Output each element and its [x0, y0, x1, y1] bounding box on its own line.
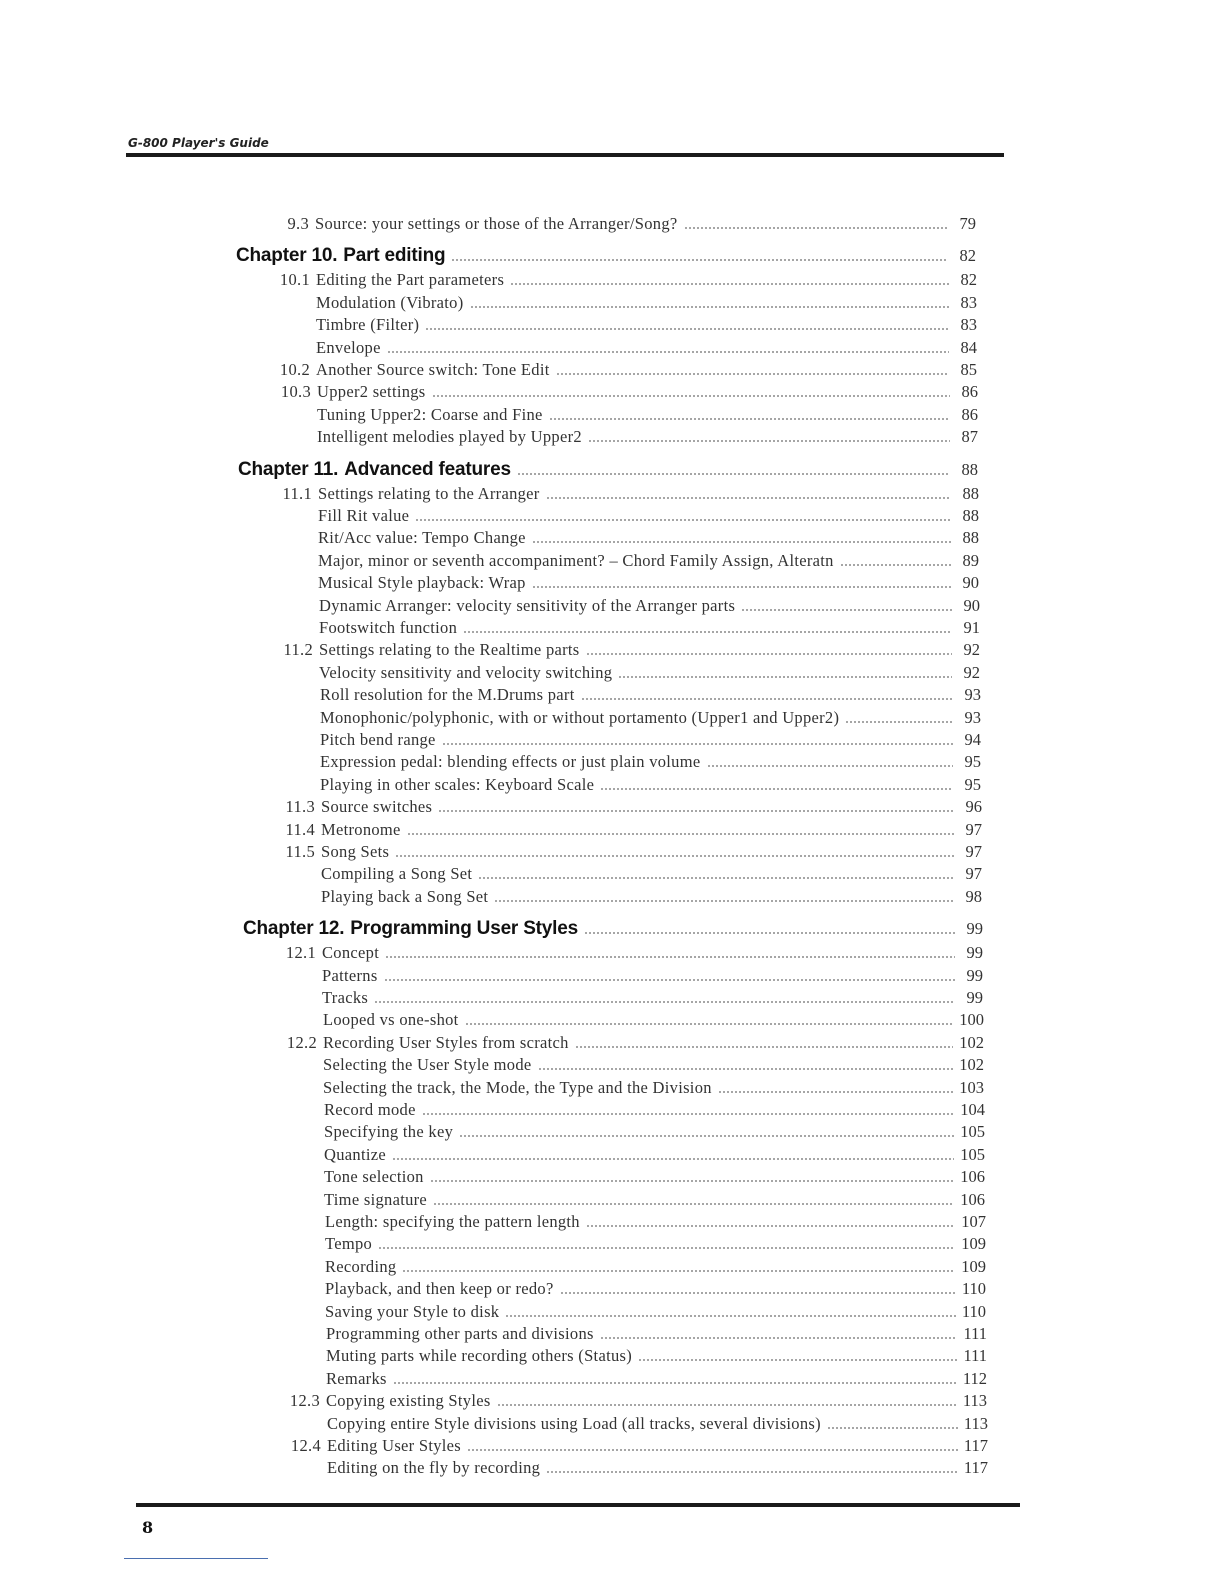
- section-number: 11.5: [285, 842, 315, 861]
- toc-subsection-row[interactable]: [326, 1323, 987, 1345]
- toc-entry-title: Muting parts while recording others (Status): [326, 1346, 633, 1365]
- dot-leader: [494, 899, 954, 903]
- toc-entry-title: Playback, and then keep or redo?: [325, 1279, 554, 1298]
- toc-entry-title: Settings relating to the Arranger: [318, 484, 540, 503]
- toc-subsection-row[interactable]: [324, 1121, 985, 1143]
- toc-chapter-row[interactable]: [238, 459, 978, 481]
- toc-entry-title: Pitch bend range: [320, 730, 436, 749]
- toc-entry-title: Tone selection: [324, 1167, 424, 1186]
- toc-entry-title: Song Sets: [321, 842, 390, 861]
- toc-subsection-row[interactable]: [321, 886, 982, 908]
- toc-page-number: 110: [961, 1302, 986, 1321]
- toc-entry-title: Timbre (Filter): [316, 315, 420, 334]
- dot-leader: [600, 1336, 958, 1340]
- toc-entry-title: Recording: [325, 1257, 397, 1276]
- toc-section-row[interactable]: [285, 796, 982, 818]
- toc-entry-title: Roll resolution for the M.Drums part: [320, 685, 575, 704]
- toc-page-number: 88: [962, 506, 979, 525]
- section-number: 12.2: [286, 1033, 317, 1052]
- toc-entry-title: Expression pedal: blending effects or just plain volume: [320, 752, 701, 771]
- toc-section-row[interactable]: [285, 819, 982, 841]
- toc-entry-title: Advanced features: [344, 459, 511, 480]
- toc-entry-title: Dynamic Arranger: velocity sensitivity of the Arranger parts: [319, 596, 736, 615]
- dot-leader: [588, 439, 950, 443]
- dot-leader: [845, 720, 953, 724]
- dot-leader: [618, 675, 952, 679]
- dot-leader: [532, 540, 951, 544]
- dot-leader: [497, 1403, 957, 1407]
- dot-leader: [378, 1246, 955, 1250]
- toc-subsection-row[interactable]: [324, 1189, 985, 1211]
- toc-subsection-row[interactable]: [324, 1166, 985, 1188]
- toc-section-row[interactable]: [283, 639, 980, 661]
- dot-leader: [827, 1426, 958, 1430]
- toc-subsection-row[interactable]: [324, 1144, 985, 1166]
- dot-leader: [549, 417, 950, 421]
- chapter-number: Chapter 11.: [238, 459, 339, 480]
- dot-leader: [510, 282, 949, 286]
- toc-page-number: 86: [961, 382, 978, 401]
- toc-entry-title: Length: specifying the pattern length: [325, 1212, 580, 1231]
- dot-leader: [684, 226, 949, 230]
- toc-page-number: 94: [964, 730, 981, 749]
- section-number: 10.3: [280, 382, 311, 401]
- toc-subsection-row[interactable]: [320, 684, 981, 706]
- footer-short-line: [124, 1558, 268, 1559]
- dot-leader: [581, 697, 953, 701]
- toc-entry-title: Concept: [322, 943, 380, 962]
- toc-entry-title: Saving your Style to disk: [325, 1302, 500, 1321]
- toc-entry-title: Part editing: [343, 245, 446, 266]
- dot-leader: [425, 327, 949, 331]
- toc-page-number: 117: [963, 1458, 988, 1477]
- toc-entry-title: Source switches: [321, 797, 433, 816]
- toc-page-number: 95: [964, 752, 981, 771]
- chapter-number: Chapter 10.: [236, 245, 338, 266]
- toc-page-number: 86: [961, 405, 978, 424]
- toc-page-number: 93: [964, 708, 981, 727]
- toc-page-number: 88: [961, 460, 978, 479]
- toc-entry-title: Major, minor or seventh accompaniment? – Chord Family Assign, Alteratn: [318, 551, 834, 570]
- dot-leader: [432, 394, 950, 398]
- section-number: 11.2: [283, 640, 313, 659]
- toc-page-number: 97: [965, 864, 982, 883]
- toc-subsection-row[interactable]: [317, 426, 978, 448]
- toc-section-row[interactable]: [290, 1435, 988, 1457]
- toc-subsection-row[interactable]: [325, 1211, 986, 1233]
- toc-subsection-row[interactable]: [323, 1054, 984, 1076]
- toc-entry-title: Tuning Upper2: Coarse and Fine: [317, 405, 543, 424]
- toc-subsection-row[interactable]: [325, 1233, 986, 1255]
- dot-leader: [385, 955, 955, 959]
- toc-page-number: 91: [963, 618, 980, 637]
- dot-leader: [600, 787, 953, 791]
- section-number: 12.4: [290, 1436, 321, 1455]
- toc-entry-title: Remarks: [326, 1369, 387, 1388]
- toc-page-number: 82: [960, 270, 977, 289]
- toc-entry-title: Programming User Styles: [350, 918, 578, 939]
- dot-leader: [546, 1470, 958, 1474]
- dot-leader: [505, 1314, 956, 1318]
- dot-leader: [538, 1067, 954, 1071]
- toc-entry-title: Another Source switch: Tone Edit: [316, 360, 550, 379]
- toc-subsection-row[interactable]: [323, 1077, 984, 1099]
- toc-section-row[interactable]: [289, 1390, 987, 1412]
- toc-page-number: 106: [960, 1167, 985, 1186]
- dot-leader: [463, 630, 952, 634]
- toc-subsection-row[interactable]: [326, 1345, 987, 1367]
- dot-leader: [374, 1000, 955, 1004]
- dot-leader: [407, 832, 954, 836]
- toc-entry-title: Musical Style playback: Wrap: [318, 573, 526, 592]
- toc-entry-title: Programming other parts and divisions: [326, 1324, 594, 1343]
- toc-subsection-row[interactable]: [318, 572, 979, 594]
- toc-subsection-row[interactable]: [322, 965, 983, 987]
- toc-section-row[interactable]: [279, 359, 977, 381]
- section-number: 11.3: [285, 797, 315, 816]
- toc-entry-title: Playing in other scales: Keyboard Scale: [320, 775, 595, 794]
- toc-entry-title: Patterns: [322, 966, 378, 985]
- dot-leader: [470, 305, 949, 309]
- toc-subsection-row[interactable]: [316, 337, 977, 359]
- toc-entry-title: Monophonic/polyphonic, with or without portamento (Upper1 and Upper2): [320, 708, 840, 727]
- toc-entry-title: Selecting the track, the Mode, the Type and the Division: [323, 1078, 712, 1097]
- dot-leader: [384, 978, 955, 982]
- toc-page-number: 110: [961, 1279, 986, 1298]
- toc-page-number: 92: [963, 640, 980, 659]
- toc-page-number: 99: [966, 966, 983, 985]
- toc-subsection-row[interactable]: [324, 1099, 985, 1121]
- dot-leader: [718, 1090, 953, 1094]
- dot-leader: [395, 854, 954, 858]
- toc-section-row[interactable]: [279, 269, 977, 291]
- toc-entry-title: Copying existing Styles: [326, 1391, 491, 1410]
- toc-section-row[interactable]: [286, 1032, 984, 1054]
- toc-entry-title: Quantize: [324, 1145, 386, 1164]
- toc-entry-title: Intelligent melodies played by Upper2: [317, 427, 582, 446]
- toc-page-number: 99: [966, 988, 983, 1007]
- toc-page-number: 88: [962, 484, 979, 503]
- running-header: G-800 Player's Guide: [128, 136, 269, 150]
- toc-page-number: 83: [960, 293, 977, 312]
- toc-page-number: 103: [959, 1078, 984, 1097]
- dot-leader: [392, 1157, 954, 1161]
- toc-page-number: 112: [962, 1369, 987, 1388]
- dot-leader: [586, 652, 952, 656]
- section-number: 11.1: [282, 484, 312, 503]
- dot-leader: [387, 350, 949, 354]
- dot-leader: [451, 258, 948, 262]
- toc-subsection-row[interactable]: [317, 404, 978, 426]
- toc-subsection-row[interactable]: [320, 707, 981, 729]
- toc-page-number: 117: [963, 1436, 988, 1455]
- toc-entry-title: Tempo: [325, 1234, 373, 1253]
- toc-subsection-row[interactable]: [325, 1278, 986, 1300]
- toc-entry-title: Playing back a Song Set: [321, 887, 489, 906]
- toc-entry-title: Editing on the fly by recording: [327, 1458, 541, 1477]
- toc-entry-title: Footswitch function: [319, 618, 458, 637]
- toc-subsection-row[interactable]: [320, 774, 981, 796]
- toc-page-number: 96: [965, 797, 982, 816]
- chapter-number: Chapter 12.: [243, 918, 345, 939]
- toc-entry-title: Editing the Part parameters: [316, 270, 505, 289]
- toc-page-number: 109: [961, 1234, 986, 1253]
- toc-page-number: 97: [965, 842, 982, 861]
- page-number: 8: [142, 1518, 154, 1537]
- toc-section-row[interactable]: [282, 483, 979, 505]
- section-number: 12.3: [289, 1391, 320, 1410]
- dot-leader: [415, 518, 951, 522]
- toc-page-number: 95: [964, 775, 981, 794]
- toc-subsection-row[interactable]: [319, 595, 980, 617]
- toc-subsection-row[interactable]: [320, 729, 981, 751]
- toc-page-number: 93: [964, 685, 981, 704]
- toc-page-number: 87: [961, 427, 978, 446]
- dot-leader: [422, 1112, 955, 1116]
- toc-page-number: 105: [960, 1145, 985, 1164]
- dot-leader: [575, 1045, 954, 1049]
- toc-page-number: 99: [966, 919, 983, 938]
- toc-subsection-row[interactable]: [327, 1413, 988, 1435]
- toc-page-number: 106: [960, 1190, 985, 1209]
- dot-leader: [465, 1022, 954, 1026]
- toc-entry-title: Editing User Styles: [327, 1436, 462, 1455]
- toc-page-number: 113: [963, 1414, 988, 1433]
- section-number: 10.2: [279, 360, 310, 379]
- toc-subsection-row[interactable]: [322, 987, 983, 1009]
- toc-page-number: 105: [960, 1122, 985, 1141]
- toc-section-row[interactable]: [285, 942, 983, 964]
- toc-subsection-row[interactable]: [318, 527, 979, 549]
- toc-subsection-row[interactable]: [325, 1301, 986, 1323]
- toc-page-number: 99: [966, 943, 983, 962]
- toc-page-number: 85: [960, 360, 977, 379]
- section-number: 11.4: [285, 820, 315, 839]
- dot-leader: [402, 1269, 955, 1273]
- header-rule: [126, 153, 1004, 157]
- toc-entry-title: Source: your settings or those of the Arranger/Song?: [315, 214, 678, 233]
- dot-leader: [556, 372, 949, 376]
- toc-page-number: 92: [963, 663, 980, 682]
- toc-entry-title: Envelope: [316, 338, 381, 357]
- toc-entry-title: Rit/Acc value: Tempo Change: [318, 528, 526, 547]
- section-number: 10.1: [279, 270, 310, 289]
- toc-page-number: 104: [960, 1100, 985, 1119]
- dot-leader: [532, 585, 951, 589]
- toc-page-number: 102: [959, 1033, 984, 1052]
- toc-entry-title: Tracks: [322, 988, 369, 1007]
- toc-page-number: 98: [965, 887, 982, 906]
- toc-entry-title: Modulation (Vibrato): [316, 293, 464, 312]
- toc-entry-title: Settings relating to the Realtime parts: [319, 640, 580, 659]
- toc-entry-title: Selecting the User Style mode: [323, 1055, 532, 1074]
- dot-leader: [459, 1134, 954, 1138]
- section-number: 12.1: [285, 943, 316, 962]
- dot-leader: [586, 1224, 955, 1228]
- toc-entry-title: Copying entire Style divisions using Load (all tracks, several divisions): [327, 1414, 821, 1433]
- toc-subsection-row[interactable]: [325, 1256, 986, 1278]
- toc-entry-title: Looped vs one-shot: [323, 1010, 459, 1029]
- toc-chapter-row[interactable]: [236, 245, 976, 267]
- toc-page-number: 102: [959, 1055, 984, 1074]
- toc-page-number: 113: [962, 1391, 987, 1410]
- toc-entry-title: Fill Rit value: [318, 506, 410, 525]
- toc-entry-title: Time signature: [324, 1190, 428, 1209]
- toc-page-number: 90: [963, 596, 980, 615]
- toc-subsection-row[interactable]: [319, 662, 980, 684]
- dot-leader: [393, 1381, 957, 1385]
- toc-subsection-row[interactable]: [316, 314, 977, 336]
- toc-subsection-row[interactable]: [319, 617, 980, 639]
- toc-subsection-row[interactable]: [326, 1368, 987, 1390]
- toc-page-number: 111: [963, 1324, 987, 1343]
- toc-entry-title: Compiling a Song Set: [321, 864, 473, 883]
- toc-entry-title: Record mode: [324, 1100, 416, 1119]
- toc-entry-title: Recording User Styles from scratch: [323, 1033, 569, 1052]
- dot-leader: [478, 876, 954, 880]
- toc-subsection-row[interactable]: [320, 751, 981, 773]
- toc-subsection-row[interactable]: [318, 550, 979, 572]
- dot-leader: [560, 1291, 956, 1295]
- dot-leader: [741, 608, 952, 612]
- dot-leader: [546, 496, 951, 500]
- toc-subsection-row[interactable]: [316, 292, 977, 314]
- dot-leader: [517, 472, 950, 476]
- toc-section-row[interactable]: [285, 841, 982, 863]
- dot-leader: [467, 1448, 958, 1452]
- toc-subsection-row[interactable]: [321, 863, 982, 885]
- dot-leader: [840, 563, 951, 567]
- dot-leader: [430, 1179, 955, 1183]
- toc-chapter-row[interactable]: [243, 918, 983, 940]
- toc-subsection-row[interactable]: [323, 1009, 984, 1031]
- toc-subsection-row[interactable]: [327, 1457, 988, 1479]
- footer-rule: [136, 1503, 1020, 1507]
- toc-entry-title: Specifying the key: [324, 1122, 454, 1141]
- toc-page-number: 79: [959, 214, 976, 233]
- dot-leader: [438, 809, 954, 813]
- toc-subsection-row[interactable]: [318, 505, 979, 527]
- toc-entry-title: Upper2 settings: [317, 382, 426, 401]
- toc-entry-title: Metronome: [321, 820, 401, 839]
- toc-page-number: 82: [959, 246, 976, 265]
- dot-leader: [442, 742, 953, 746]
- dot-leader: [638, 1358, 957, 1362]
- toc-page-number: 83: [960, 315, 977, 334]
- section-number: 9.3: [287, 214, 309, 233]
- toc-section-row[interactable]: [287, 213, 976, 235]
- dot-leader: [433, 1202, 954, 1206]
- toc-page-number: 111: [963, 1346, 987, 1365]
- toc-section-row[interactable]: [280, 381, 978, 403]
- toc-page-number: 109: [961, 1257, 986, 1276]
- toc-page-number: 100: [959, 1010, 984, 1029]
- toc-entry-title: Velocity sensitivity and velocity switching: [319, 663, 613, 682]
- dot-leader: [707, 764, 954, 768]
- toc-page-number: 107: [961, 1212, 986, 1231]
- toc-page-number: 88: [962, 528, 979, 547]
- toc-page-number: 89: [962, 551, 979, 570]
- toc-page-number: 97: [965, 820, 982, 839]
- toc-page-number: 84: [960, 338, 977, 357]
- dot-leader: [584, 931, 955, 935]
- toc-page-number: 90: [962, 573, 979, 592]
